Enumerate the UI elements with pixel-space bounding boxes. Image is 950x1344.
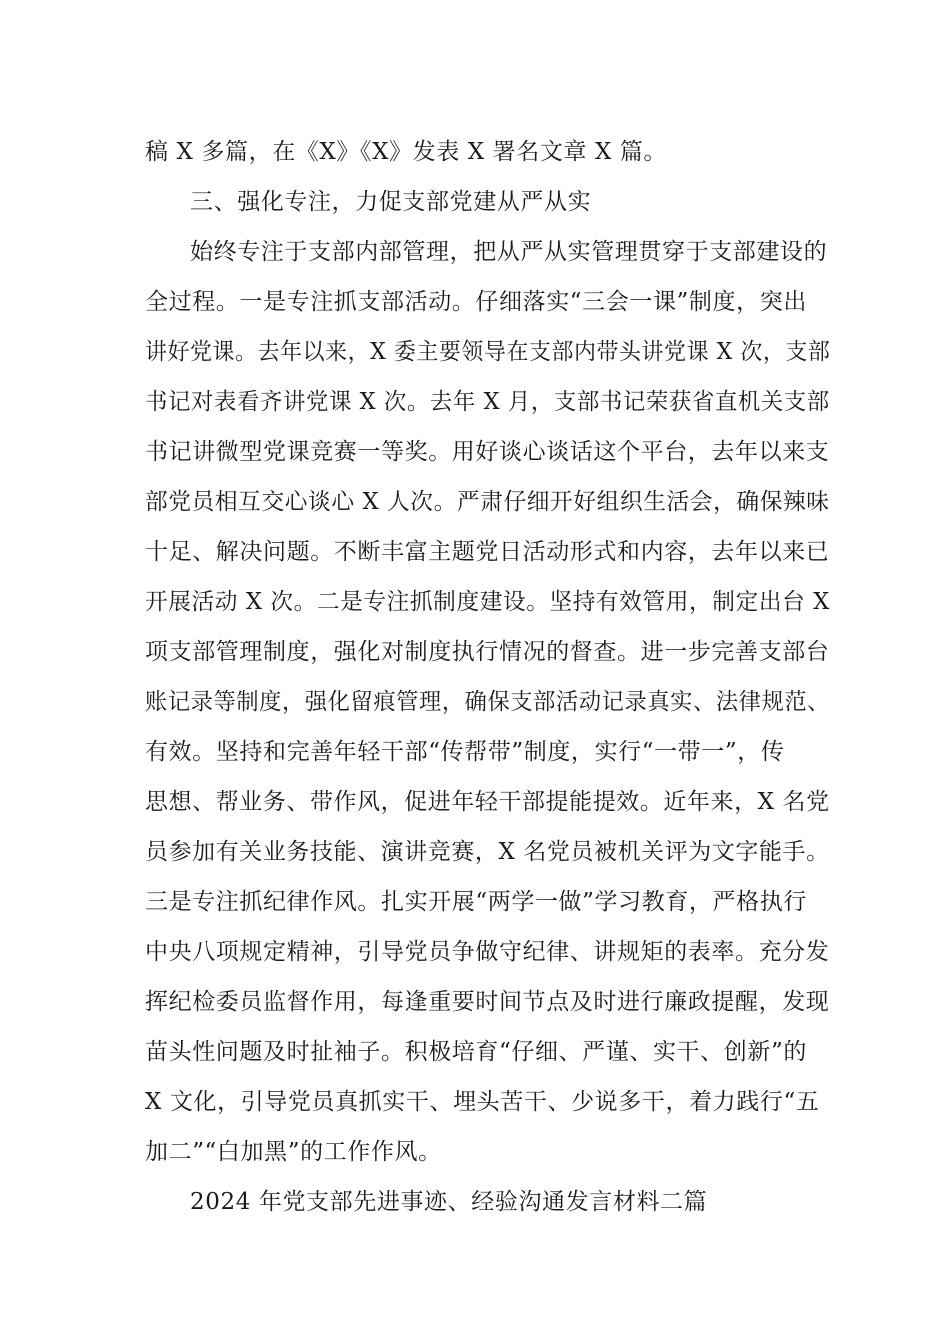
text-line: 书记讲微型党课竞赛一等奖。用好谈心谈话这个平台，去年以来支 — [145, 439, 830, 465]
document-title: 2024 年党支部先进事迹、经验沟通发言材料二篇 — [190, 1189, 708, 1215]
text-line: 账记录等制度，强化留痕管理，确保支部活动记录真实、法律规范、 — [145, 689, 830, 715]
text-line: 开展活动 X 次。二是专注抓制度建设。坚持有效管用，制定出台 X — [145, 589, 830, 615]
text-line: 部党员相互交心谈心 X 人次。严肃仔细开好组织生活会，确保辣味 — [145, 489, 830, 515]
text-line: 稿 X 多篇，在《X》《X》发表 X 署名文章 X 篇。 — [145, 139, 668, 165]
text-line: 十足、解决问题。不断丰富主题党日活动形式和内容，去年以来已 — [145, 539, 830, 565]
text-line: 苗头性问题及时扯袖子。积极培育“仔细、严谨、实干、创新”的 — [145, 1039, 807, 1065]
text-line: 讲好党课。去年以来，X 委主要领导在支部内带头讲党课 X 次，支部 — [145, 339, 831, 365]
text-line: 项支部管理制度，强化对制度执行情况的督查。进一步完善支部台 — [145, 639, 830, 665]
text-line: 有效。坚持和完善年轻干部“传帮带”制度，实行“一带一”，传 — [145, 739, 785, 765]
text-line: 书记对表看齐讲党课 X 次。去年 X 月，支部书记荣获省直机关支部 — [145, 389, 830, 415]
text-line: 思想、帮业务、带作风，促进年轻干部提能提效。近年来，X 名党 — [145, 789, 830, 815]
text-line: 挥纪检委员监督作用，每逢重要时间节点及时进行廉政提醒，发现 — [145, 989, 830, 1015]
section-heading: 三、强化专注，力促支部党建从严从实 — [190, 189, 592, 215]
text-line: X 文化，引导党员真抓实干、埋头苦干、少说多干，着力践行“五 — [145, 1089, 820, 1115]
text-line: 全过程。一是专注抓支部活动。仔细落实“三会一课”制度，突出 — [145, 289, 807, 315]
text-line: 员参加有关业务技能、演讲竞赛，X 名党员被机关评为文字能手。 — [145, 839, 830, 865]
text-line: 始终专注于支部内部管理，把从严从实管理贯穿于支部建设的 — [190, 239, 828, 265]
text-line: 三是专注抓纪律作风。扎实开展“两学一做”学习教育，严格执行 — [145, 889, 807, 915]
text-line: 加二”“白加黑”的工作作风。 — [145, 1139, 442, 1165]
text-line: 中央八项规定精神，引导党员争做守纪律、讲规矩的表率。充分发 — [145, 939, 830, 965]
